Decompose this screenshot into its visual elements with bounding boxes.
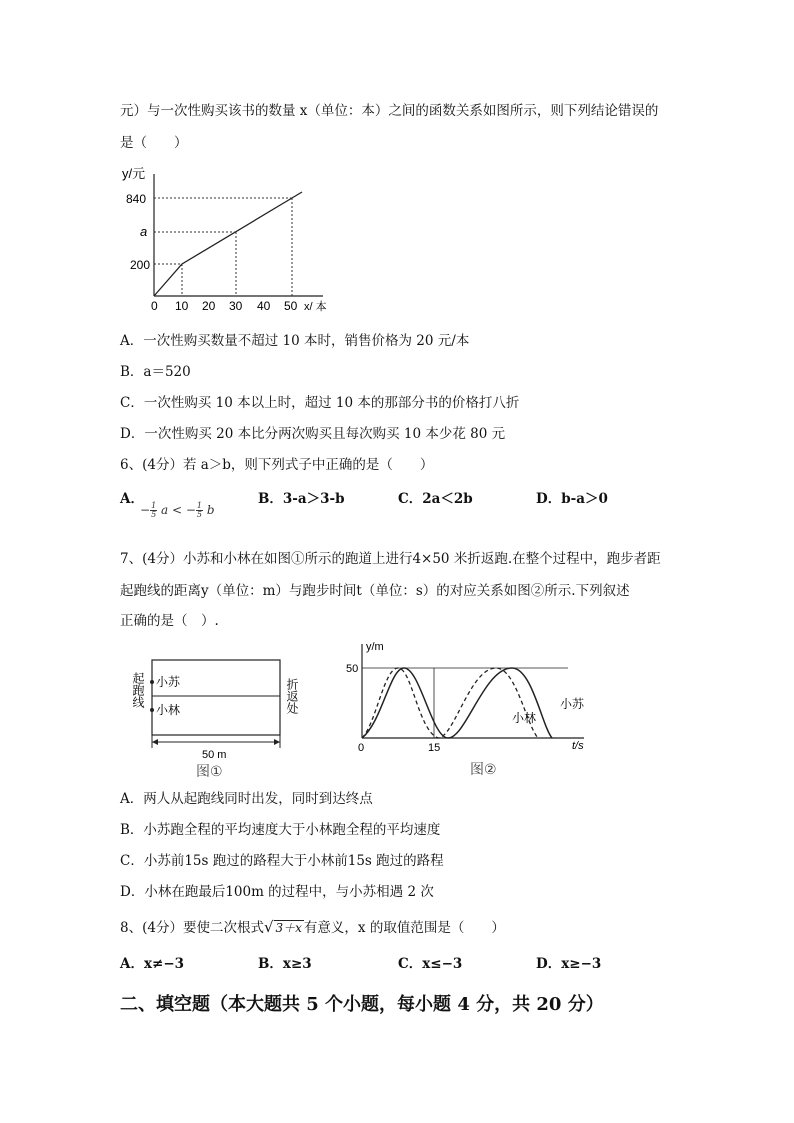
q8-option-c: C．x≤−3 [398,956,463,972]
q8-option-d: D．x≥−3 [536,956,602,972]
track-turn-label: 折返处 [285,678,299,714]
track-lane-xiaosu: 小苏 [156,675,181,689]
q8-option-b: B．x≥3 [258,956,312,972]
q8-option-a: A．x≠−3 [120,956,185,972]
q5-ytick-200: 200 [130,258,151,272]
runner-start-dot [150,708,154,712]
q8-stem-after: 有意义，x 的取值范围是（ ） [303,920,505,936]
track-lane-xiaolin: 小林 [156,703,181,717]
q5-price-graph [118,162,338,322]
q5-ytick-840: 840 [126,192,147,206]
q5-stem-line1: 元）与一次性购买该书的数量 x（单位：本）之间的函数关系如图所示，则下列结论错误的 [120,103,659,119]
q6-fraction: $\frac{1}{5}$ [151,501,157,519]
q5-xtick-40: 40 [257,299,271,313]
q6-option-b: B．3-a＞3-b [258,491,345,507]
q6-stem: 6、(4分）若 a＞b，则下列式子中正确的是（ ） [120,457,434,473]
q7-option-c: C．小苏前15s 跑过的路程大于小林前15s 跑过的路程 [120,853,444,869]
q6-minus-sign: − [140,503,151,517]
fig2-series-xiaosu [362,668,552,738]
fig2-legend-xiaosu: 小苏 [560,697,585,711]
q6-var-a: a [160,503,169,517]
fig2-y-label: y/m [366,641,384,653]
q6-option-a-expression [140,502,215,519]
q5-ytick-a: a [140,224,148,239]
arrow-right-icon [274,739,280,745]
q7-option-a: A．两人从起跑线同时出发，同时到达终点 [120,791,373,807]
q6-option-d: D．b-a＞0 [536,491,608,507]
q5-option-c: C．一次性购买 10 本以上时，超过 10 本的那部分书的价格打八折 [120,395,520,411]
fig2-series-xiaolin [362,668,538,738]
q6-fraction: $\frac{1}{5}$ [196,501,203,519]
q5-xtick-30: 30 [229,299,243,313]
q5-stem-line2: 是（ ） [120,135,188,151]
q8-radicand: 3＋x [275,921,302,935]
q6-var-b: b [206,503,215,517]
fig2-x-label: t/s [572,740,584,752]
q6-less-than: < [171,503,183,517]
track-outline [152,660,280,735]
q7-figure-2-graph [346,634,594,782]
q7-stem-line1: 7、(4分）小苏和小林在如图①所示的跑道上进行4×50 米折返跑.在整个过程中，跑步者距 [120,551,661,567]
q8-stem-before: 8、(4分）要使二次根式 [120,920,264,936]
q5-option-a: A．一次性购买数量不超过 10 本时，销售价格为 20 元/本 [120,333,470,349]
q7-stem-line3: 正确的是（ ）. [120,613,219,629]
q5-xtick-20: 20 [202,299,216,313]
q6-option-a-label: A． [120,491,144,507]
track-length: 50 m [202,749,227,761]
q5-function-line [154,192,302,296]
q5-xtick-0: 0 [151,299,158,313]
q8-stem [120,918,505,937]
arrow-left-icon [152,739,158,745]
figure-2-caption: 图② [470,761,497,777]
q7-stem-line2: 起跑线的距离y（单位：m）与跑步时间t（单位：s）的对应关系如图②所示.下列叙述 [120,583,630,599]
fig2-xtick-15: 15 [428,742,441,754]
fig2-ytick-50: 50 [346,663,359,675]
q5-y-label: y/元 [122,166,146,181]
sqrt-icon: √ [263,918,274,936]
q5-xtick-50: 50 [284,299,298,313]
section-2-heading: 二、填空题（本大题共 5 个小题，每小题 4 分，共 20 分） [120,994,604,1015]
figure-1-caption: 图① [196,763,223,779]
runner-start-dot [150,680,154,684]
q6-option-c: C．2a＜2b [398,491,473,507]
track-start-label: 起跑线 [131,672,145,708]
q6-minus-sign: − [185,503,196,517]
q5-xtick-10: 10 [175,299,189,313]
q5-option-b: B．a＝520 [120,364,191,380]
q7-option-b: B．小苏跑全程的平均速度大于小林跑全程的平均速度 [120,822,441,838]
q5-option-d: D．一次性购买 20 本比分两次购买且每次购买 10 本少花 80 元 [120,426,506,442]
fig2-xtick-0: 0 [358,742,365,754]
q5-x-label: x/ 本 [304,301,327,313]
fig2-legend-xiaolin: 小林 [512,711,537,725]
q7-option-d: D．小林在跑最后100m 的过程中，与小苏相遇 2 次 [120,884,434,900]
q7-figure-1-track [126,652,322,780]
